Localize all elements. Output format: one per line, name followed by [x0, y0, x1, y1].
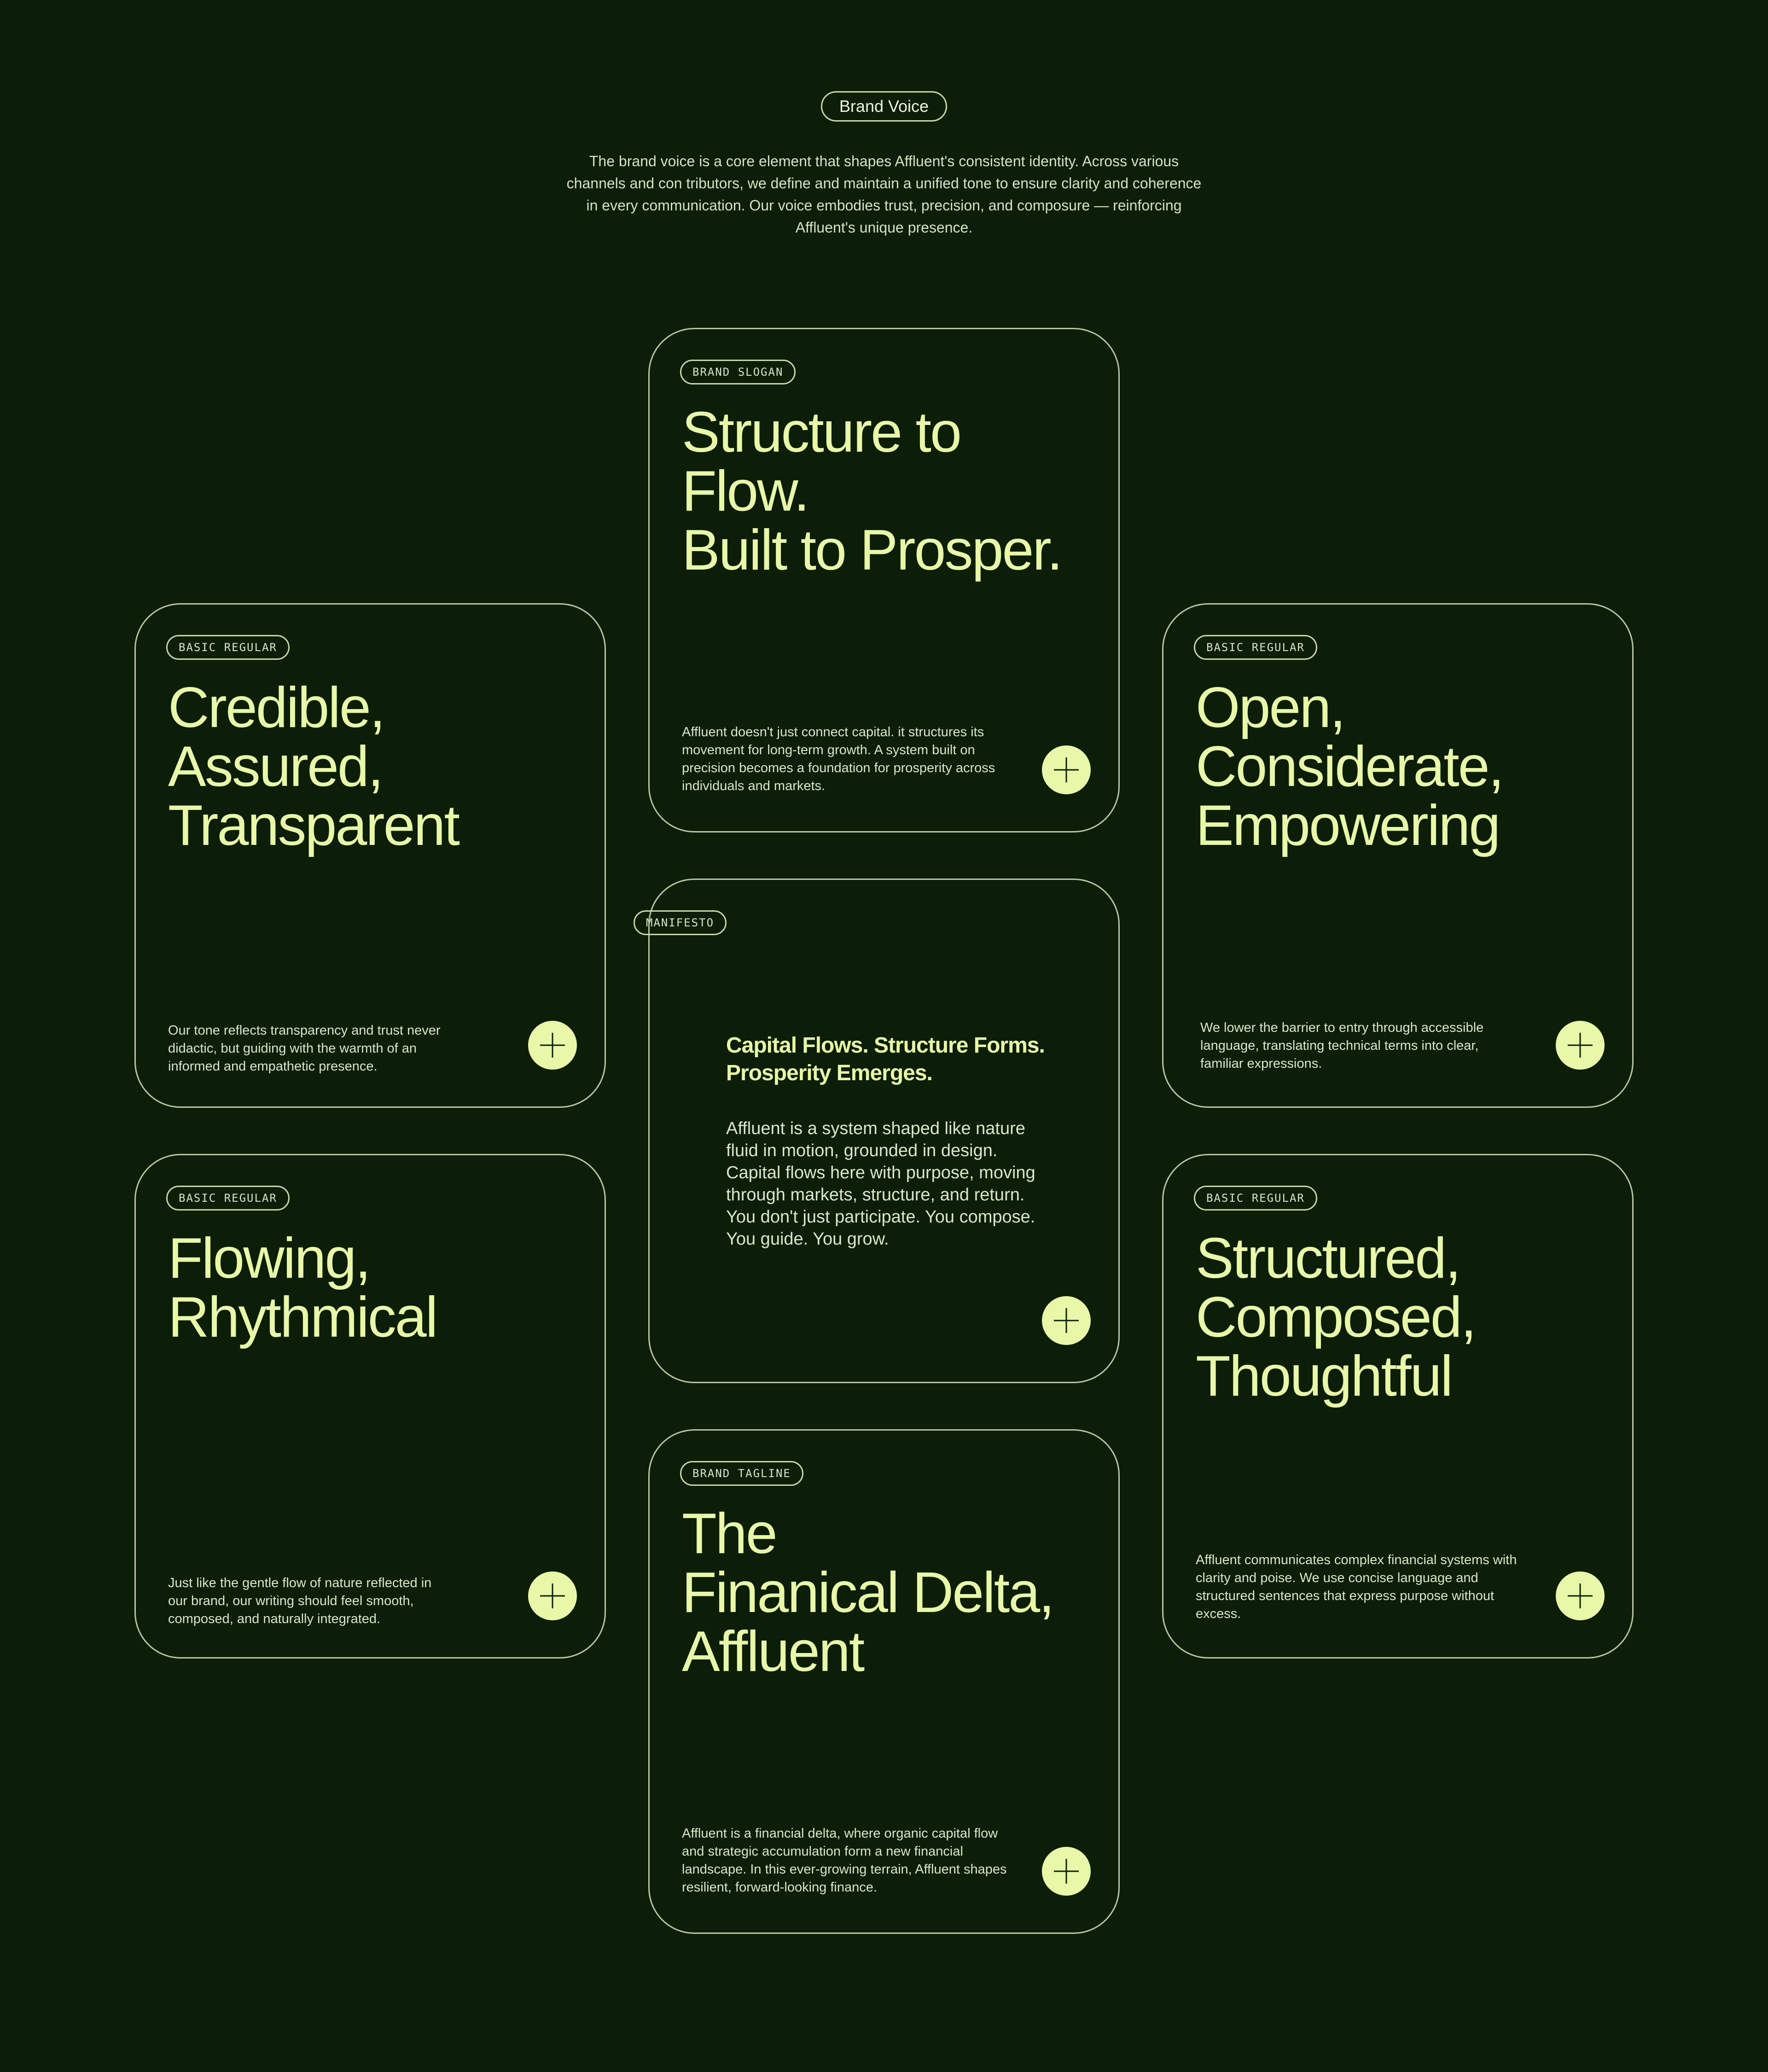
card-heading: Structured, Composed, Thoughtful	[1196, 1227, 1476, 1408]
card-tag: BASIC REGULAR	[1194, 635, 1317, 660]
plus-icon	[1050, 754, 1082, 786]
card-flowing	[134, 1154, 606, 1659]
card-tag: BRAND TAGLINE	[680, 1461, 803, 1486]
intro-paragraph: The brand voice is a core element that shapes Affluent's consistent identity. Across various channels and con tributors, we define and maintain a unified tone to ensure clarity and coherence in every communication. Our voice embodies trust, precision, and composure — reinforcing Affluent's unique presence.	[566, 153, 1202, 236]
card-heading: Open, Considerate, Empowering	[1196, 676, 1503, 857]
expand-button[interactable]	[1042, 745, 1091, 794]
manifesto-body: Affluent is a system shaped like nature fluid in motion, grounded in design. Capital flows here with purpose, moving through markets, structure, and return. You don't just participate. You compose. You guide. You grow.	[726, 1119, 1035, 1249]
plus-icon	[1050, 1855, 1082, 1887]
card-body: Just like the gentle flow of nature reflected in our brand, our writing should feel smooth, composed, and naturally integrated.	[168, 1576, 432, 1626]
card-credible	[134, 603, 606, 1108]
card-tag: BASIC REGULAR	[1194, 1186, 1317, 1211]
plus-icon	[536, 1580, 569, 1612]
card-open	[1162, 603, 1634, 1108]
card-body: Affluent communicates complex financial systems with clarity and poise. We use concise language and structured sentences that express purpose without excess.	[1196, 1553, 1517, 1621]
card-brand-tagline	[648, 1429, 1120, 1934]
card-heading: Flowing, Rhythmical	[168, 1227, 437, 1349]
card-body: Affluent doesn't just connect capital. it structures its movement for long-term growth. A system built on precision becomes a foundation for prosperity across individuals and markets.	[682, 725, 995, 793]
card-structured	[1162, 1154, 1634, 1659]
expand-button[interactable]	[1042, 1296, 1091, 1345]
plus-icon	[1564, 1580, 1596, 1612]
card-heading: Structure to Flow. Built to Prosper.	[682, 401, 1062, 582]
card-heading: The Finanical Delta, Affluent	[682, 1502, 1053, 1683]
card-tag: BASIC REGULAR	[166, 635, 290, 660]
card-tag: BRAND SLOGAN	[680, 360, 796, 384]
plus-icon	[1050, 1304, 1082, 1337]
brand-voice-pill: Brand Voice	[821, 91, 947, 122]
manifesto-heading: Capital Flows. Structure Forms. Prosperity Emerges.	[726, 1033, 1045, 1085]
expand-button[interactable]	[528, 1571, 577, 1620]
card-body: Our tone reflects transparency and trust never didactic, but guiding with the warmth of an informed and empathetic presence.	[168, 1023, 441, 1074]
card-heading: Credible, Assured, Transparent	[168, 676, 459, 857]
expand-button[interactable]	[1556, 1571, 1605, 1620]
card-manifesto	[648, 879, 1120, 1383]
card-body: Affluent is a financial delta, where organic capital flow and strategic accumulation form a new financial landscape. In this ever-growing terrain, Affluent shapes resilient, forward-looking finance.	[682, 1826, 1007, 1895]
expand-button[interactable]	[1556, 1021, 1605, 1070]
expand-button[interactable]	[528, 1021, 577, 1070]
card-tag: MANIFESTO	[634, 910, 727, 935]
plus-icon	[1564, 1029, 1596, 1061]
card-brand-slogan	[648, 328, 1120, 832]
plus-icon	[536, 1029, 569, 1061]
expand-button[interactable]	[1042, 1847, 1091, 1896]
card-tag: BASIC REGULAR	[166, 1186, 290, 1211]
card-body: We lower the barrier to entry through accessible language, translating technical terms into clear, familiar expressions.	[1200, 1020, 1484, 1071]
